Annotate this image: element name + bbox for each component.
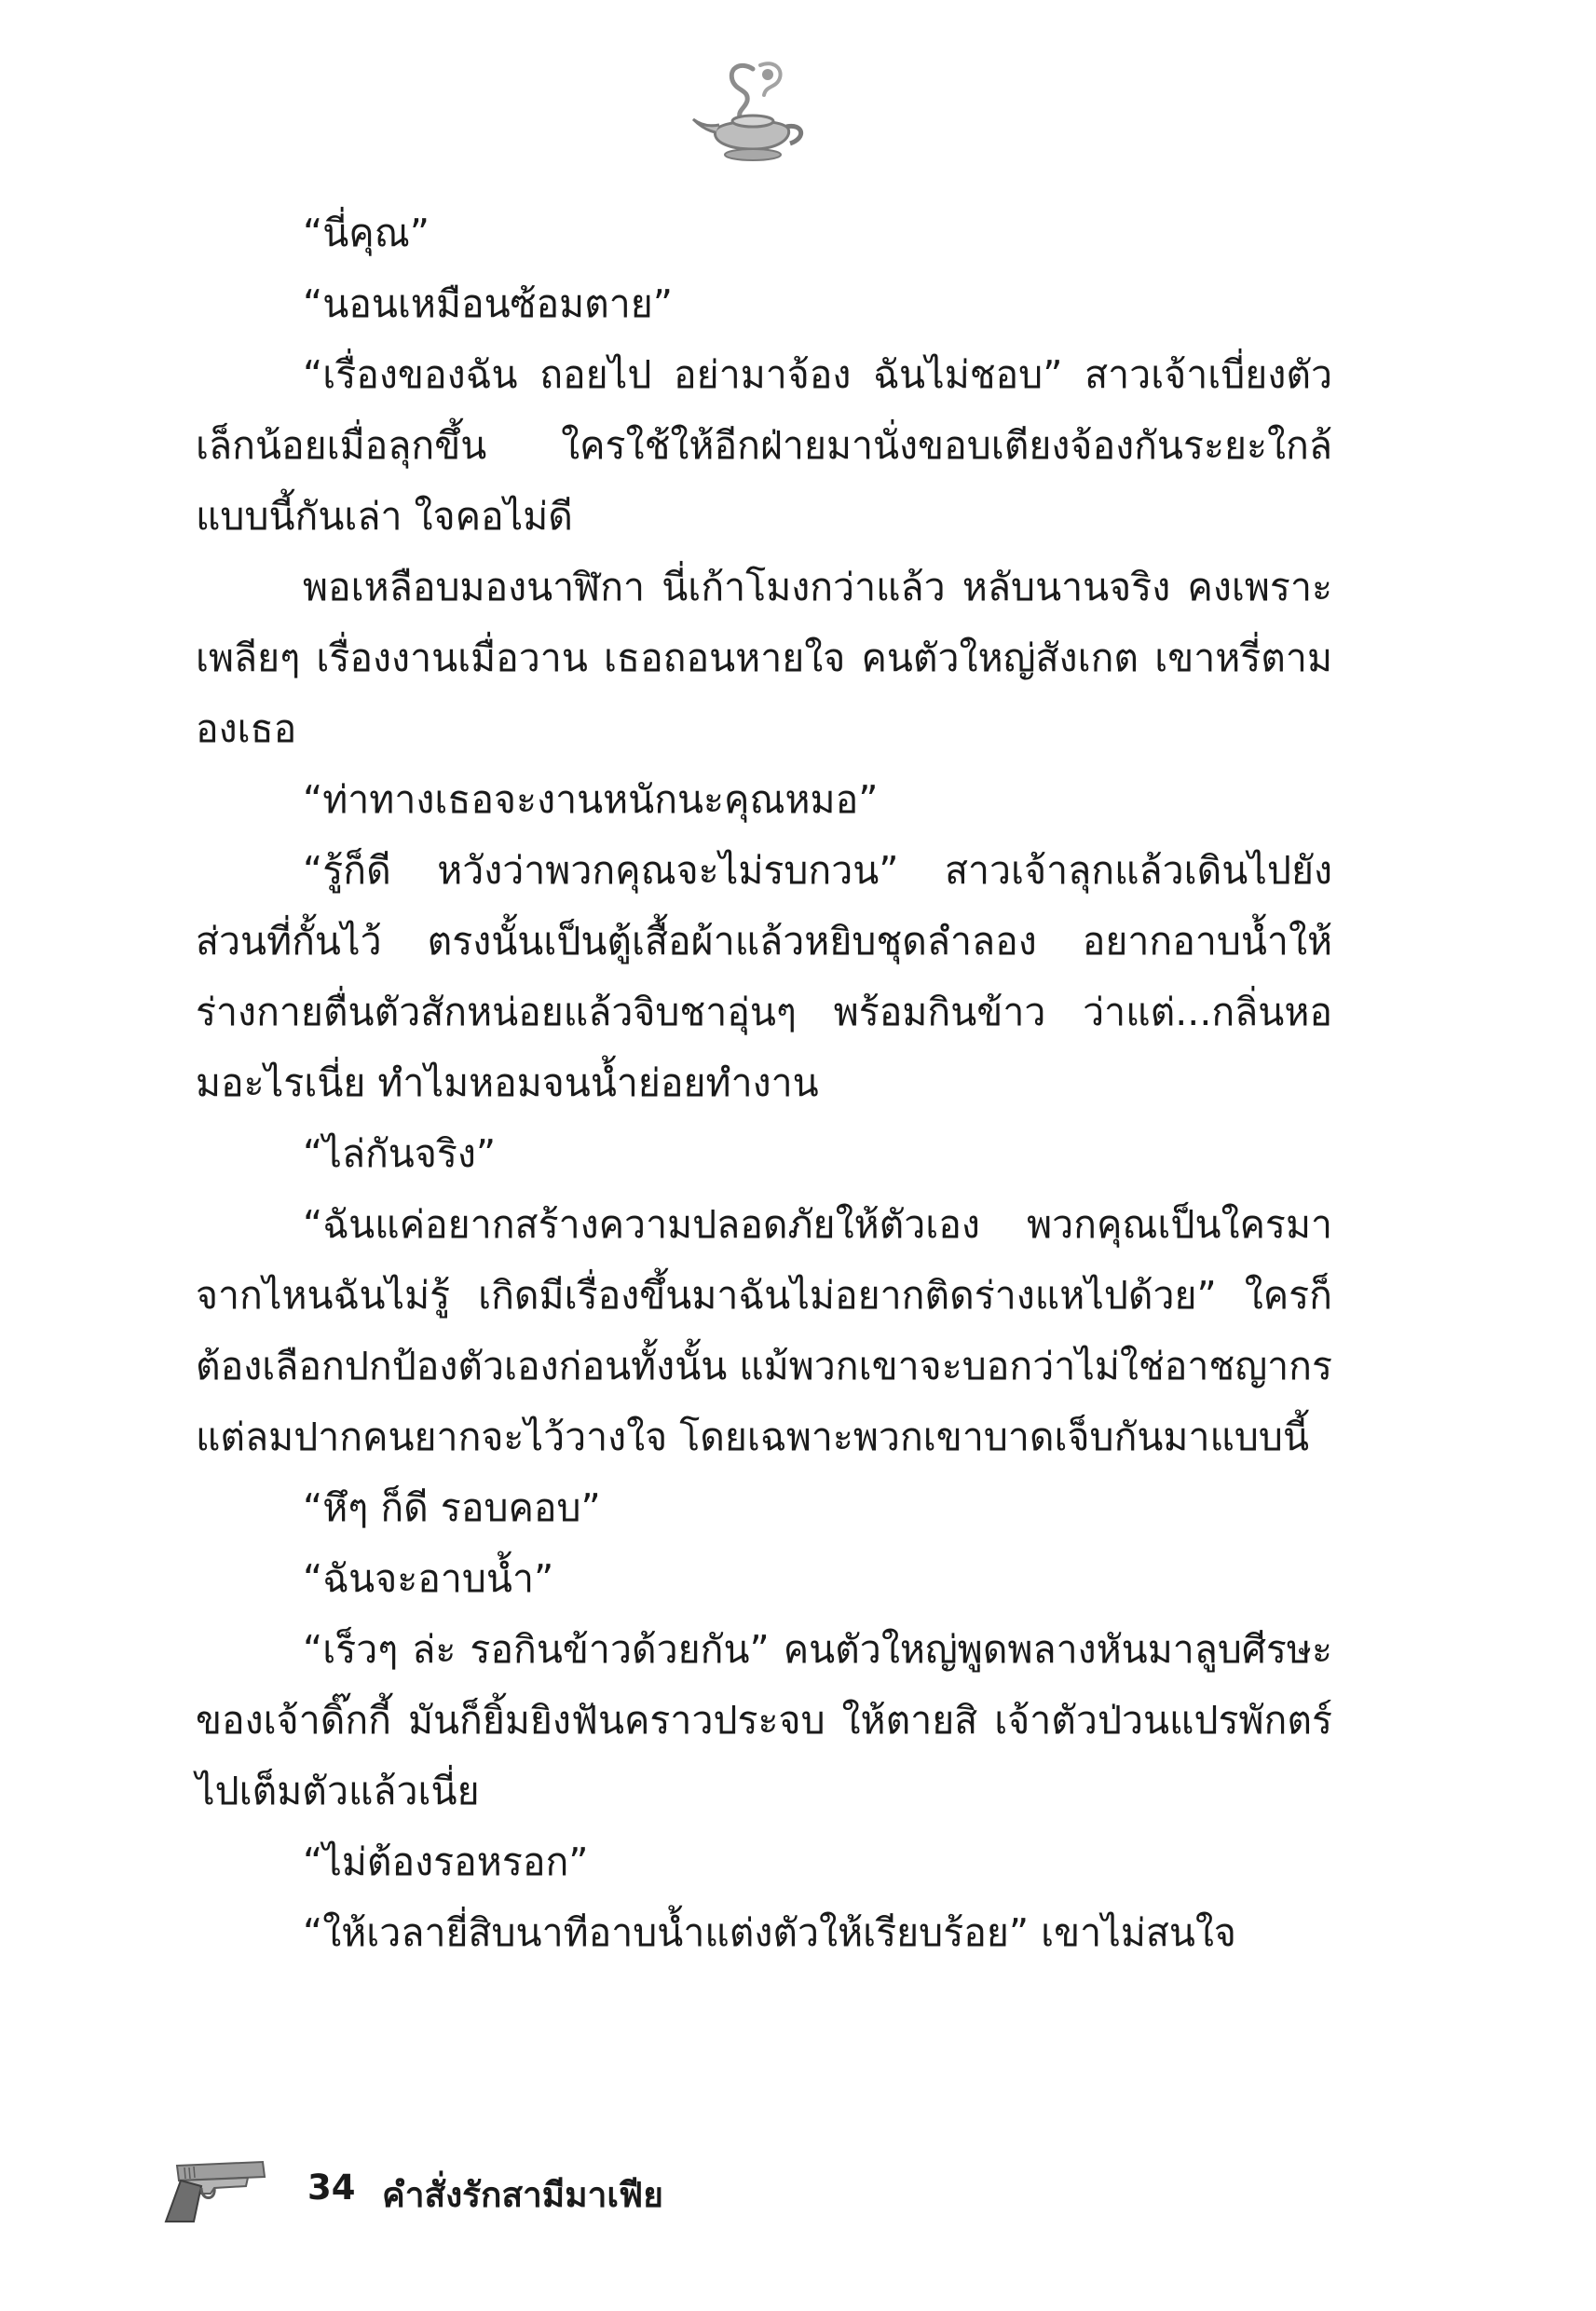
body-text	[196, 198, 1332, 1968]
teapot-genie-icon	[688, 58, 818, 170]
paragraph: “หึๆ ก็ดี รอบคอบ”	[303, 1485, 601, 1530]
pistol-icon	[158, 2153, 268, 2225]
paragraph: “นอนเหมือนซ้อมตาย”	[303, 281, 674, 326]
page-number: 34	[307, 2167, 356, 2208]
book-title: คำสั่งรักสามีมาเฟีย	[382, 2175, 663, 2215]
paragraph: พอเหลือบมองนาฬิกา นี่เก้าโมงกว่าแล้ว หลับนานจริง คงเพราะเพลียๆ เรื่องงานเมื่อวาน เธอถอนหายใจ คนตัวใหญ่สังเกต เขาหรี่ตามองเธอ	[196, 565, 1332, 751]
paragraph: “เรื่องของฉัน ถอยไป อย่ามาจ้อง ฉันไม่ชอบ” สาวเจ้าเบี่ยงตัวเล็กน้อยเมื่อลุกขึ้น ใครใช้ให้อีกฝ่ายมานั่งขอบเตียงจ้องกันระยะใกล้แบบนี้กันเล่า ใจคอไม่ดี	[196, 352, 1332, 539]
paragraph: “รู้ก็ดี หวังว่าพวกคุณจะไม่รบกวน” สาวเจ้าลุกแล้วเดินไปยังส่วนที่กั้นไว้ ตรงนั้นเป็นตู้เสื้อผ้าแล้วหยิบชุดลำลอง อยากอาบน้ำให้ร่างกายตื่นตัวสักหน่อยแล้วจิบชาอุ่นๆ พร้อมกินข้าว ว่าแต่...กลิ่นหอมอะไรเนี่ย ทำไมหอมจนน้ำย่อยทำงาน	[196, 848, 1332, 1105]
paragraph: “ฉันจะอาบน้ำ”	[303, 1556, 554, 1601]
paragraph: “ให้เวลายี่สิบนาทีอาบน้ำแต่งตัวให้เรียบร้อย” เขาไม่สนใจ	[303, 1910, 1236, 1955]
page-footer	[158, 2153, 811, 2227]
paragraph: “ไล่กันจริง”	[303, 1131, 497, 1176]
paragraph: “ฉันแค่อยากสร้างความปลอดภัยให้ตัวเอง พวกคุณเป็นใครมาจากไหนฉันไม่รู้ เกิดมีเรื่องขึ้นมาฉันไม่อยากติดร่างแหไปด้วย” ใครก็ต้องเลือกปกป้องตัวเองก่อนทั้งนั้น แม้พวกเขาจะบอกว่าไม่ใช่อาชญากร แต่ลมปากคนยากจะไว้วางใจ โดยเฉพาะพวกเขาบาดเจ็บกันมาแบบนี้	[196, 1202, 1333, 1459]
paragraph: “ท่าทางเธอจะงานหนักนะคุณหมอ”	[303, 777, 879, 822]
paragraph: “ไม่ต้องรอหรอก”	[303, 1839, 589, 1884]
paragraph: “นี่คุณ”	[303, 211, 430, 255]
paragraph: “เร็วๆ ล่ะ รอกินข้าวด้วยกัน” คนตัวใหญ่พูดพลางหันมาลูบศีรษะของเจ้าดิ๊กกี้ มันก็ยิ้มยิงฟันคราวประจบ ให้ตายสิ เจ้าตัวป่วนแปรพักตร์ไปเต็มตัวแล้วเนี่ย	[196, 1627, 1332, 1813]
